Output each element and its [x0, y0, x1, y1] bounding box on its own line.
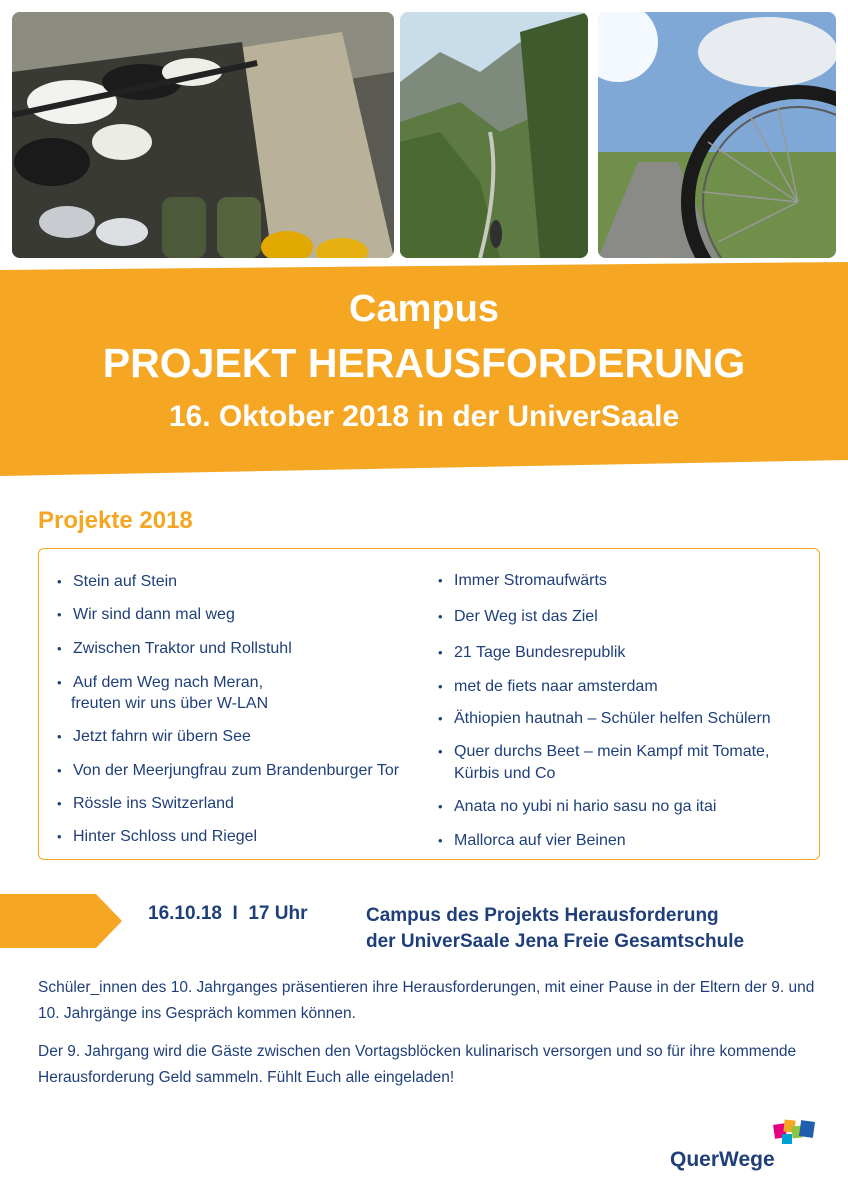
list-item: • Anata no yubi ni hario sasu no ga itai — [454, 797, 716, 816]
list-item: • Jetzt fahrn wir übern See — [73, 727, 251, 746]
list-item: • Von der Meerjungfrau zum Brandenburger Tor — [73, 761, 399, 780]
event-title-line2: der UniverSaale Jena Freie Gesamtschule — [366, 931, 745, 952]
title-banner — [0, 0, 848, 480]
arrow-tab-shape — [0, 894, 130, 948]
event-title-line1: Campus des Projekts Herausforderung — [366, 905, 719, 926]
list-item: • 21 Tage Bundesrepublik — [454, 643, 625, 662]
list-item: • Zwischen Traktor und Rollstuhl — [73, 639, 292, 658]
list-item: • met de fiets naar amsterdam — [454, 677, 658, 696]
body-paragraph-2: Der 9. Jahrgang wird die Gäste zwischen den Vortagsblöcken kulinarisch versorgen und so für ihre kommende Herausforderung Geld sammeln. Fühlt Euch alle eingeladen! — [38, 1043, 797, 1086]
event-title — [366, 903, 744, 955]
body-paragraph-1: Schüler_innen des 10. Jahrganges präsentieren ihre Herausforderungen, mit einer Pause in der Eltern der 9. und 10. Jahrgänge ins Gespräch kommen können. — [38, 979, 815, 1022]
event-date-time: 16.10.18 I 17 Uhr — [148, 903, 308, 924]
logo-text: QuerWege — [670, 1148, 775, 1171]
list-item: • Immer Stromaufwärts — [454, 571, 607, 590]
list-item: • Rössle ins Switzerland — [73, 794, 234, 813]
banner-title-project: PROJEKT HERAUSFORDERUNG — [102, 340, 746, 386]
list-item: • Auf dem Weg nach Meran, — [73, 673, 263, 692]
querwege-logo — [670, 1118, 820, 1178]
list-item: • Hinter Schloss und Riegel — [73, 827, 257, 846]
list-item: • Mallorca auf vier Beinen — [454, 831, 626, 850]
logo-mark-icon — [768, 1118, 820, 1148]
list-item-continuation: Kürbis und Co — [454, 765, 556, 782]
list-item: • Stein auf Stein — [73, 572, 177, 591]
projects-heading: Projekte 2018 — [38, 507, 193, 534]
list-item: • Wir sind dann mal weg — [73, 605, 235, 624]
list-item-continuation: freuten wir uns über W-LAN — [71, 695, 269, 712]
list-item: • Äthiopien hautnah – Schüler helfen Schülern — [454, 709, 771, 728]
list-item: • Quer durchs Beet – mein Kampf mit Tomate, — [454, 742, 769, 761]
banner-title-date: 16. Oktober 2018 in der UniverSaale — [168, 400, 680, 433]
list-item: • Der Weg ist das Ziel — [454, 607, 598, 626]
banner-title-campus: Campus — [349, 288, 499, 330]
